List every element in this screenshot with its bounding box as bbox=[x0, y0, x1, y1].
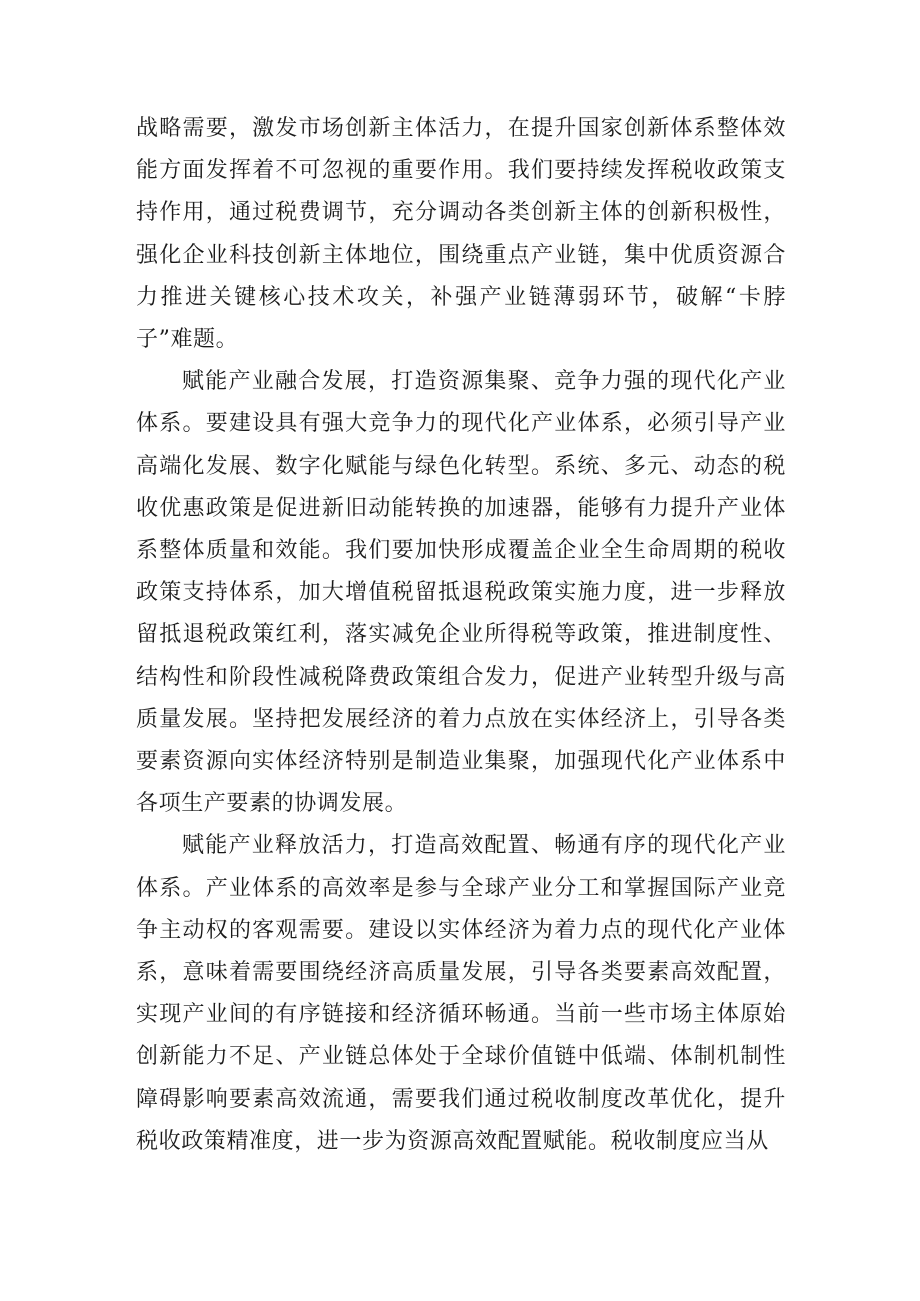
document-body bbox=[136, 108, 786, 1163]
paragraph-industry-vitality: 赋能产业释放活力，打造高效配置、畅通有序的现代化产业体系。产业体系的高效率是参与全球产业分工和掌握国际产业竞争主动权的客观需要。建设以实体经济为着力点的现代化产业体系，意味着需要围绕经济高质量发展，引导各类要素高效配置，实现产业间的有序链接和经济循环畅通。当前一些市场主体原始创新能力不足、产业链总体处于全球价值链中低端、体制机制性障碍影响要素高效流通，需要我们通过税收制度改革优化，提升税收政策精准度，进一步为资源高效配置赋能。税收制度应当从 bbox=[136, 833, 786, 1154]
paragraph-industry-integration: 赋能产业融合发展，打造资源集聚、竞争力强的现代化产业体系。要建设具有强大竞争力的现代化产业体系，必须引导产业高端化发展、数字化赋能与绿色化转型。系统、多元、动态的税收优惠政策是促进新旧动能转换的加速器，能够有力提升产业体系整体质量和效能。我们要加快形成覆盖企业全生命周期的税收政策支持体系，加大增值税留抵退税政策实施力度，进一步释放留抵退税政策红利，落实减免企业所得税等政策，推进制度性、结构性和阶段性减税降费政策组合发力，促进产业转型升级与高质量发展。坚持把发展经济的着力点放在实体经济上，引导各类要素资源向实体经济特别是制造业集聚，加强现代化产业体系中各项生产要素的协调发展。 bbox=[136, 369, 786, 817]
paragraph-continuation: 战略需要，激发市场创新主体活力，在提升国家创新体系整体效能方面发挥着不可忽视的重要作用。我们要持续发挥税收政策支持作用，通过税费调节，充分调动各类创新主体的创新积极性，强化企业科技创新主体地位，围绕重点产业链，集中优质资源合力推进关键核心技术攻关，补强产业链薄弱环节，破解“卡脖子”难题。 bbox=[136, 116, 786, 353]
